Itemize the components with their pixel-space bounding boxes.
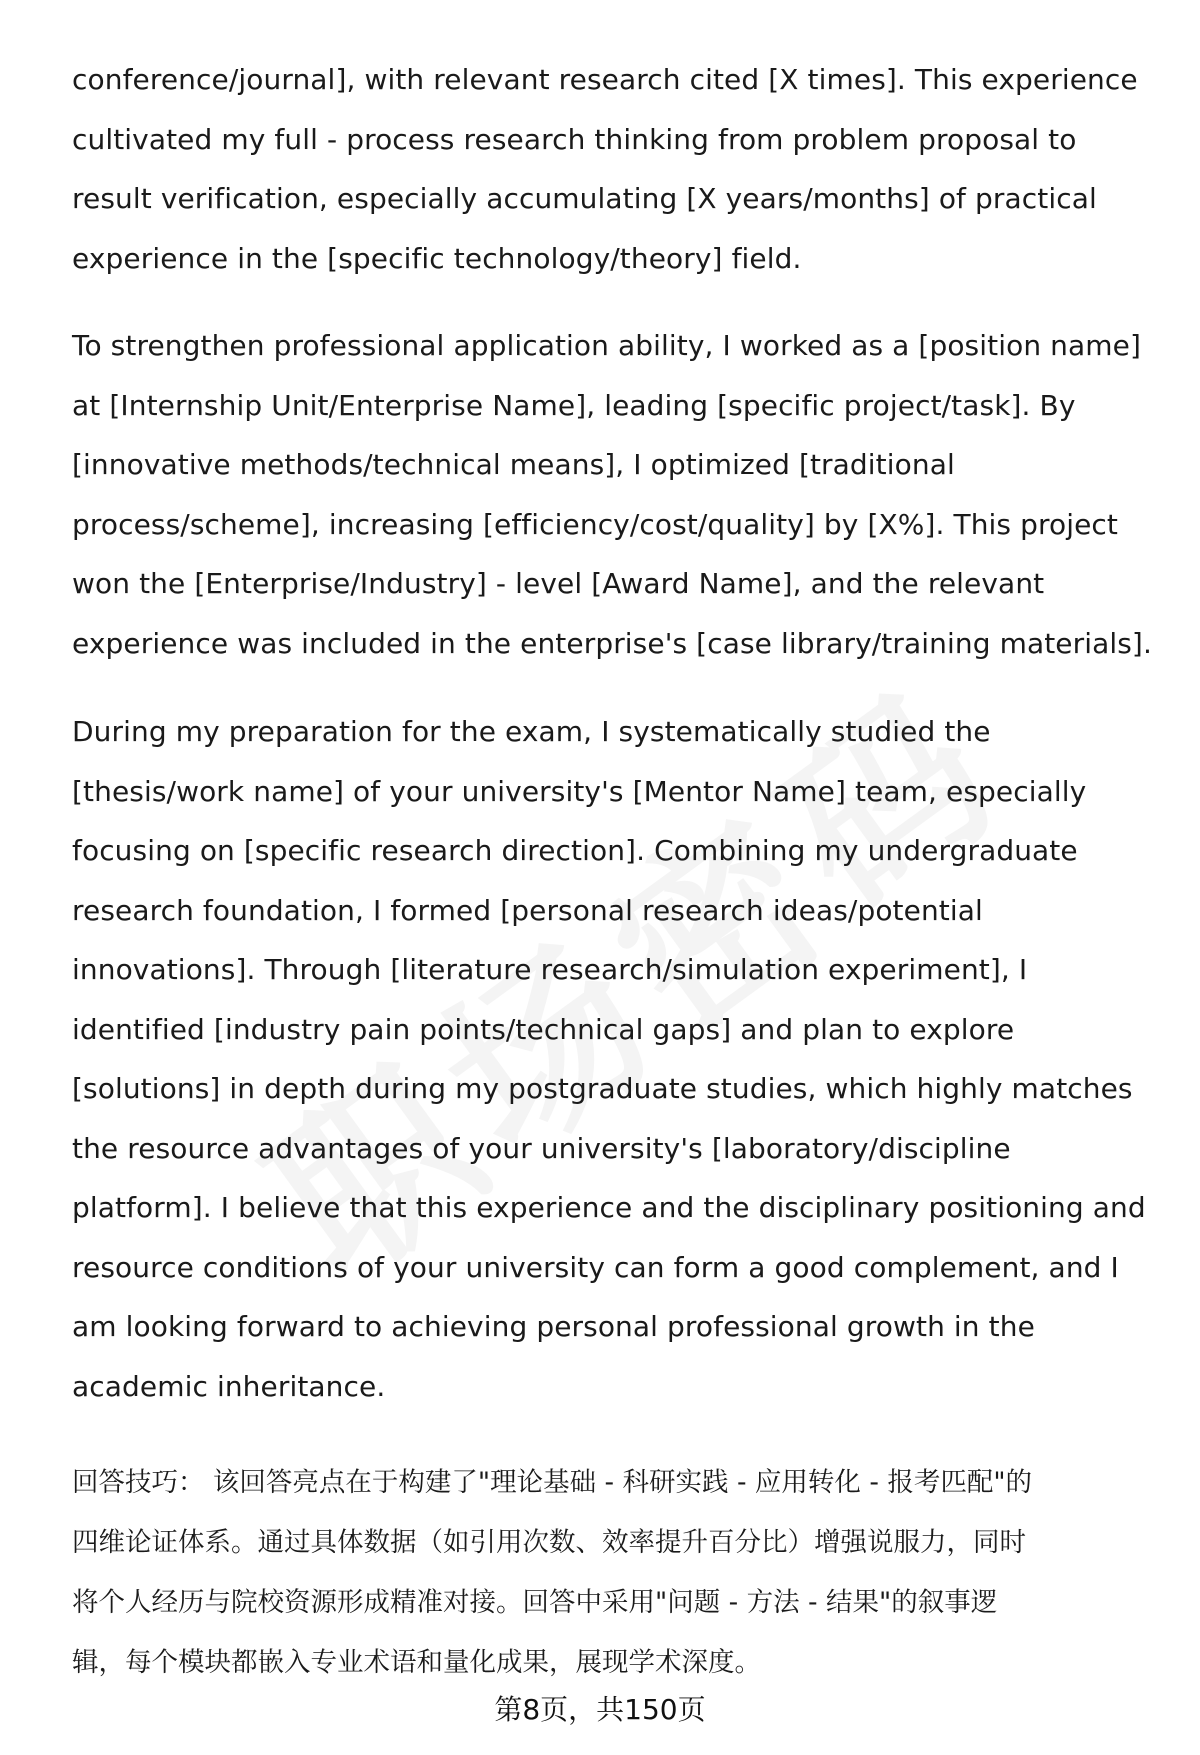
text-line: cultivated my full - process research thinking from problem proposal to (72, 122, 1077, 156)
answer-tips (72, 1453, 1152, 1693)
text-line: [thesis/work name] of your university's [Mentor Name] team, especially (72, 774, 1087, 808)
text-line: am looking forward to achieving personal professional growth in the (72, 1310, 1035, 1343)
paragraph-internship-experience (72, 316, 1152, 673)
paragraph-research-experience (72, 50, 1152, 288)
text-line: the resource advantages of your university's [laboratory/discipline (72, 1131, 1011, 1165)
tips-line: 四维论证体系。通过具体数据（如引用次数、效率提升百分比）增强说服力，同时 (72, 1527, 1026, 1558)
text-line: at [Internship Unit/Enterprise Name], leading [specific project/task]. By (72, 388, 1076, 422)
tips-line: 辑，每个模块都嵌入专业术语和量化成果，展现学术深度。 (72, 1647, 761, 1678)
text-line: conference/journal], with relevant research cited [X times]. This experience (72, 63, 1138, 96)
text-line: result verification, especially accumulating [X years/months] of practical (72, 182, 1097, 215)
text-line: innovations]. Through [literature research/simulation experiment], I (72, 953, 1028, 986)
page-number: 第8页，共150页 (494, 1693, 706, 1726)
text-line: experience in the [specific technology/theory] field. (72, 241, 802, 275)
tips-line: 回答技巧： 该回答亮点在于构建了"理论基础 - 科研实践 - 应用转化 - 报考匹配"的 (72, 1467, 1033, 1498)
text-line: academic inheritance. (72, 1369, 386, 1403)
text-line: research foundation, I formed [personal research ideas/potential (72, 893, 983, 927)
text-line: experience was included in the enterprise's [case library/training materials]. (72, 626, 1152, 660)
text-line: To strengthen professional application ability, I worked as a [position name] (72, 329, 1141, 362)
tips-line: 将个人经历与院校资源形成精准对接。回答中采用"问题 - 方法 - 结果"的叙事逻 (72, 1587, 998, 1618)
text-line: process/scheme], increasing [efficiency/cost/quality] by [X%]. This project (72, 507, 1119, 541)
text-line: focusing on [specific research direction]. Combining my undergraduate (72, 834, 1078, 867)
text-line: resource conditions of your university can form a good complement, and I (72, 1250, 1119, 1284)
paragraph-exam-preparation (72, 702, 1152, 1416)
text-line: [innovative methods/technical means], I optimized [traditional (72, 448, 955, 481)
text-line: won the [Enterprise/Industry] - level [Award Name], and the relevant (72, 567, 1045, 600)
text-line: platform]. I believe that this experience and the disciplinary positioning and (72, 1191, 1146, 1224)
text-line: During my preparation for the exam, I systematically studied the (72, 715, 991, 748)
text-line: [solutions] in depth during my postgraduate studies, which highly matches (72, 1072, 1133, 1105)
text-line: identified [industry pain points/technical gaps] and plan to explore (72, 1012, 1015, 1046)
